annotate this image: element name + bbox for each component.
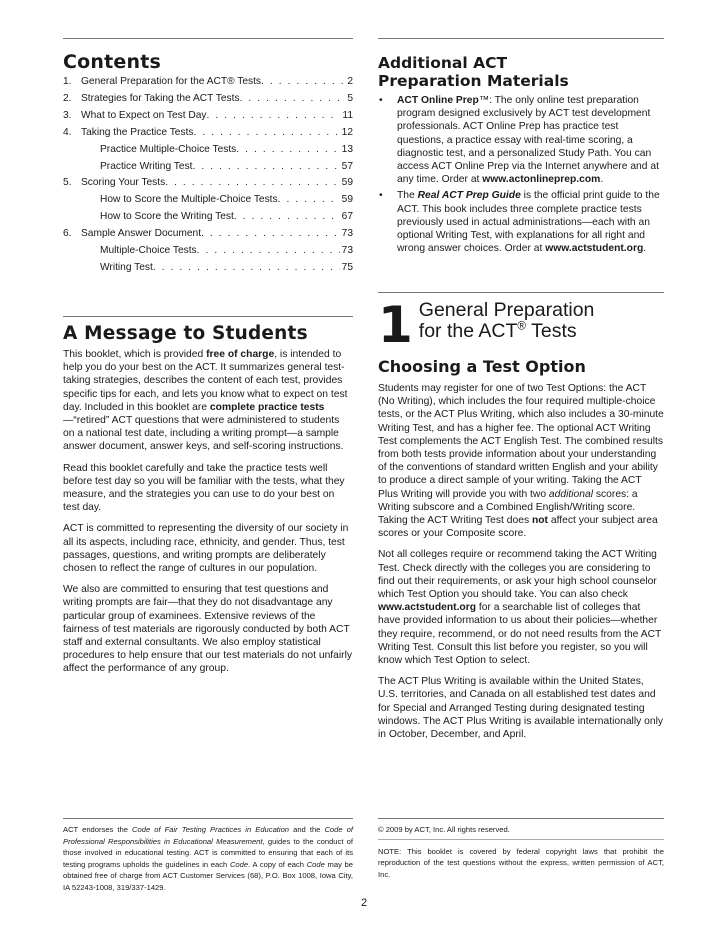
- online-prep-text: : The only online test preparation program designed exclusively by ACT test development professionals. ACT Online Prep has practice test questions, a practice essay with real-time scoring, a diagnostic test, and a personalized Study Path. You can access ACT Online Prep via the Internet anywhere and at any time. Order at: [397, 95, 659, 186]
- toc-item-label: General Preparation for the ACT® Tests: [81, 76, 262, 87]
- toc-list: [63, 74, 353, 277]
- chapter-header: [378, 296, 664, 354]
- message-title: A Message to Students: [63, 323, 308, 344]
- toc-item-label: Practice Writing Test: [100, 160, 193, 172]
- toc-item-label: Sample Answer Document: [81, 228, 202, 240]
- top-rule-left: [63, 38, 353, 39]
- toc-item[interactable]: [63, 91, 353, 108]
- footer-code2: Code of Professional Responsibilities in Educational Measurement: [63, 825, 353, 846]
- toc-item-label: Taking the Practice Tests: [81, 126, 194, 138]
- toc-item[interactable]: [63, 74, 353, 91]
- toc-item-label: What to Expect on Test Day: [81, 109, 207, 121]
- chapter-title-line2b: Tests: [526, 320, 577, 342]
- toc-leader-dots: [278, 192, 340, 209]
- toc-item-number: 4.: [63, 126, 72, 138]
- message-rule: [63, 316, 353, 317]
- footer-left-a: ACT endorses the: [63, 825, 133, 834]
- toc-item-number: 3.: [63, 109, 72, 121]
- chapter-title: [419, 300, 595, 342]
- footer-left: [63, 824, 353, 894]
- toc-item-label: How to Score the Multiple-Choice Tests: [100, 194, 278, 206]
- contents-section: [63, 52, 353, 277]
- toc-leader-dots: [165, 175, 339, 192]
- chapter-p2-b: for a searchable list of colleges that have provided information to us about their policies—whether they require, recommend, or do not need results from the ACT Writing Test. Consult this list before you register, so you will know which Test Option to select.: [378, 602, 662, 667]
- section-title: Choosing a Test Option: [378, 357, 586, 376]
- toc-item-number: [63, 159, 100, 176]
- prep-guide-the: The: [397, 190, 418, 202]
- toc-item[interactable]: [63, 192, 353, 209]
- chapter-number: 1: [378, 296, 413, 354]
- toc-item-number: 2.: [63, 92, 72, 104]
- footer-left-d: . A copy of each: [248, 859, 307, 869]
- prep-guide-end: .: [643, 243, 647, 255]
- toc-leader-dots: [236, 142, 339, 159]
- toc-item-label: Practice Multiple-Choice Tests: [100, 143, 237, 155]
- toc-item-page: 13: [341, 143, 353, 155]
- chapter-paragraph-2: [378, 548, 664, 667]
- toc-item-label: Strategies for Taking the ACT Tests: [81, 92, 240, 104]
- toc-item-page: 2: [347, 76, 353, 87]
- footer-rule-right-inner: [378, 839, 664, 840]
- additional-list: [378, 94, 664, 255]
- additional-word: additional: [548, 488, 594, 500]
- toc-item-number: 1.: [63, 76, 72, 87]
- toc-item-page: 73: [341, 245, 353, 257]
- toc-item-page: 67: [341, 211, 353, 223]
- toc-item-page: 59: [341, 194, 353, 206]
- top-rule-right: [378, 38, 664, 39]
- toc-item[interactable]: [63, 260, 353, 277]
- footer-rule-right: [378, 818, 664, 819]
- footer-right: [378, 824, 664, 880]
- chapter-p2-a: Not all colleges require or recommend taking the ACT Writing Test. Check directly with the colleges you are considering to find out their requirements, or ask your high school counselor which Test Option you should take. You can also check: [378, 549, 657, 601]
- toc-item[interactable]: [63, 209, 353, 226]
- message-p1-b: , is intended to help you do your best on the ACT. It summarizes general test-taking strategies, describes the content of each test, provides specific tips for each, and lets you know what to expect on test day. Included in this booklet are: [63, 349, 348, 413]
- toc-item-number: 5.: [63, 177, 72, 189]
- toc-leader-dots: [240, 91, 346, 108]
- toc-leader-dots: [261, 74, 345, 91]
- toc-item[interactable]: [63, 142, 353, 159]
- message-paragraph-2: Read this booklet carefully and take the practice tests well before test day so you will be familiar with the tests, what they measure, and the strategies you can use to do your best on test day.: [63, 462, 345, 514]
- toc-item[interactable]: [63, 226, 353, 243]
- toc-item[interactable]: [63, 243, 353, 260]
- chapter-title-line2a: for the ACT: [418, 320, 518, 342]
- toc-item-label: Multiple-Choice Tests: [100, 245, 197, 257]
- toc-item-label: How to Score the Writing Test: [100, 211, 234, 223]
- copyright-note: NOTE: This booklet is covered by federal copyright laws that prohibit the reproduction of the test questions without the express, written permission of ACT, Inc.: [378, 846, 664, 879]
- message-paragraph-4: We also are committed to ensuring that test questions and writing prompts are fair—that they do not disadvantage any particular group of examinees. Extensive reviews of the fairness of test materials are rigorously conducted by both ACT staff and external consultants. We also employ statistical procedures to help ensure that our test materials do not unfairly affect the performance of any group.: [63, 584, 353, 675]
- toc-item-page: 11: [342, 109, 353, 121]
- toc-leader-dots: [153, 260, 340, 277]
- chapter-rule: [378, 292, 664, 293]
- footer-code4: Code: [306, 859, 325, 869]
- registered-mark: ®: [517, 319, 527, 333]
- toc-leader-dots: [234, 209, 340, 226]
- chapter-paragraph-3: The ACT Plus Writing is available within the United States, U.S. territories, and Canada on all established test dates and for Special and Arranged Testing during designated testing windows. The ACT Plus Writing is available internationally only in October, December, and April.: [378, 676, 664, 741]
- toc-item[interactable]: [63, 108, 353, 125]
- additional-title-line1: Additional ACT: [378, 54, 508, 72]
- online-prep-end: .: [600, 174, 604, 186]
- toc-item-page: 73: [341, 228, 353, 240]
- additional-title-line2: Preparation Materials: [378, 72, 569, 90]
- bullet-icon: •: [379, 95, 383, 106]
- message-p1-a: This booklet, which is provided: [63, 349, 207, 360]
- copyright: © 2009 by ACT, Inc. All rights reserved.: [378, 825, 510, 834]
- toc-leader-dots: [192, 159, 339, 176]
- trademark: ™: [478, 95, 490, 106]
- contents-title: Contents: [63, 51, 162, 73]
- toc-item[interactable]: [63, 125, 353, 142]
- toc-item-label: Writing Test: [100, 261, 153, 273]
- toc-leader-dots: [197, 243, 340, 260]
- footer-code1: Code of Fair Testing Practices in Education: [132, 825, 290, 834]
- toc-item-page: 5: [347, 92, 353, 104]
- toc-item-page: 59: [341, 177, 353, 189]
- prep-guide-name: Real ACT Prep Guide: [417, 190, 521, 202]
- message-section: [63, 324, 353, 684]
- actstudent-link[interactable]: www.actstudent.org: [378, 602, 477, 614]
- toc-item-page: 57: [341, 160, 353, 172]
- toc-item[interactable]: [63, 175, 353, 192]
- additional-materials-section: [378, 54, 664, 258]
- free-of-charge: free of charge: [206, 349, 275, 360]
- online-prep-name: ACT Online Prep: [397, 95, 479, 106]
- message-p1-c: —“retired” ACT questions that were administered to students on a national test date, including a writing prompt—a sample answer document, answer keys, and self-scoring instructions.: [63, 415, 344, 453]
- list-item-online-prep: [378, 94, 664, 186]
- toc-item-number: [63, 243, 100, 260]
- chapter-p1-a: Students may register for one of two Test Options: the ACT (No Writing), which includes the four required multiple-choice tests, or the ACT Plus Writing, which also includes a 30-minute Writing Test, and has a higher fee. The optional ACT Writing Test complements the ACT English Test. The combined results from both tests provide information about your understanding of the conventions of standard written English and your ability to produce a direct sample of your writing. Taking the ACT Plus Writing will provide you with two: [378, 383, 664, 500]
- toc-item-page: 12: [341, 126, 353, 138]
- message-paragraph-1: [63, 348, 353, 454]
- toc-item-number: [63, 260, 100, 277]
- toc-item-number: [63, 192, 100, 209]
- toc-item-page: 75: [341, 261, 353, 273]
- chapter-title-line1: General Preparation: [418, 299, 595, 321]
- toc-item[interactable]: [63, 159, 353, 176]
- bullet-icon: •: [379, 190, 383, 202]
- toc-item-label: Scoring Your Tests: [81, 177, 166, 189]
- footer-code3: Code: [229, 859, 249, 869]
- footer-left-b: and the: [289, 825, 325, 834]
- toc-leader-dots: [194, 125, 340, 142]
- toc-item-number: [63, 209, 100, 226]
- page-number: 2: [360, 897, 368, 909]
- message-paragraph-3: ACT is committed to representing the diversity of our society in all its aspects, including race, ethnicity, and gender. Thus, test passages, questions, and writing prompts are deliberately chosen to reflect the range of cultures in our population.: [63, 523, 349, 575]
- toc-leader-dots: [207, 108, 341, 125]
- chapter-p1-b: scores: a Writing subscore and a Combined English/Writing score. Taking the ACT Writing Test does: [378, 488, 638, 527]
- toc-item-number: 6.: [63, 228, 72, 240]
- not-word: not: [531, 515, 548, 527]
- footer-left-e: may be obtained free of charge from ACT Customer Services (68), P.O. Box 1008, Iowa City, IA 52243-1008, 319/337-1429.: [63, 859, 353, 892]
- footer-left-c: , guides to the conduct of those involved in educational testing. ACT is committed to ensuring that each of its testing programs upholds the guidelines in each: [63, 836, 353, 869]
- toc-item-number: [63, 142, 100, 159]
- toc-leader-dots: [201, 226, 340, 243]
- list-item-prep-guide: [378, 189, 664, 255]
- online-prep-link[interactable]: www.actonlineprep.com: [482, 174, 601, 186]
- additional-title: [378, 54, 664, 90]
- complete-practice-tests: complete practice tests: [209, 401, 325, 413]
- chapter-paragraph-1: [378, 382, 664, 540]
- chapter-p1-c: affect your subject area scores or your Composite score.: [378, 515, 658, 540]
- prep-guide-text: is the official print guide to the ACT. This book includes three complete practice tests previously used in actual administrations—each with an optional Writing Test, with explanations for all right and wrong answer choices. Order at: [397, 190, 660, 255]
- prep-guide-link[interactable]: www.actstudent.org: [545, 243, 644, 255]
- chapter-section: [378, 296, 664, 749]
- footer-rule-left: [63, 818, 353, 819]
